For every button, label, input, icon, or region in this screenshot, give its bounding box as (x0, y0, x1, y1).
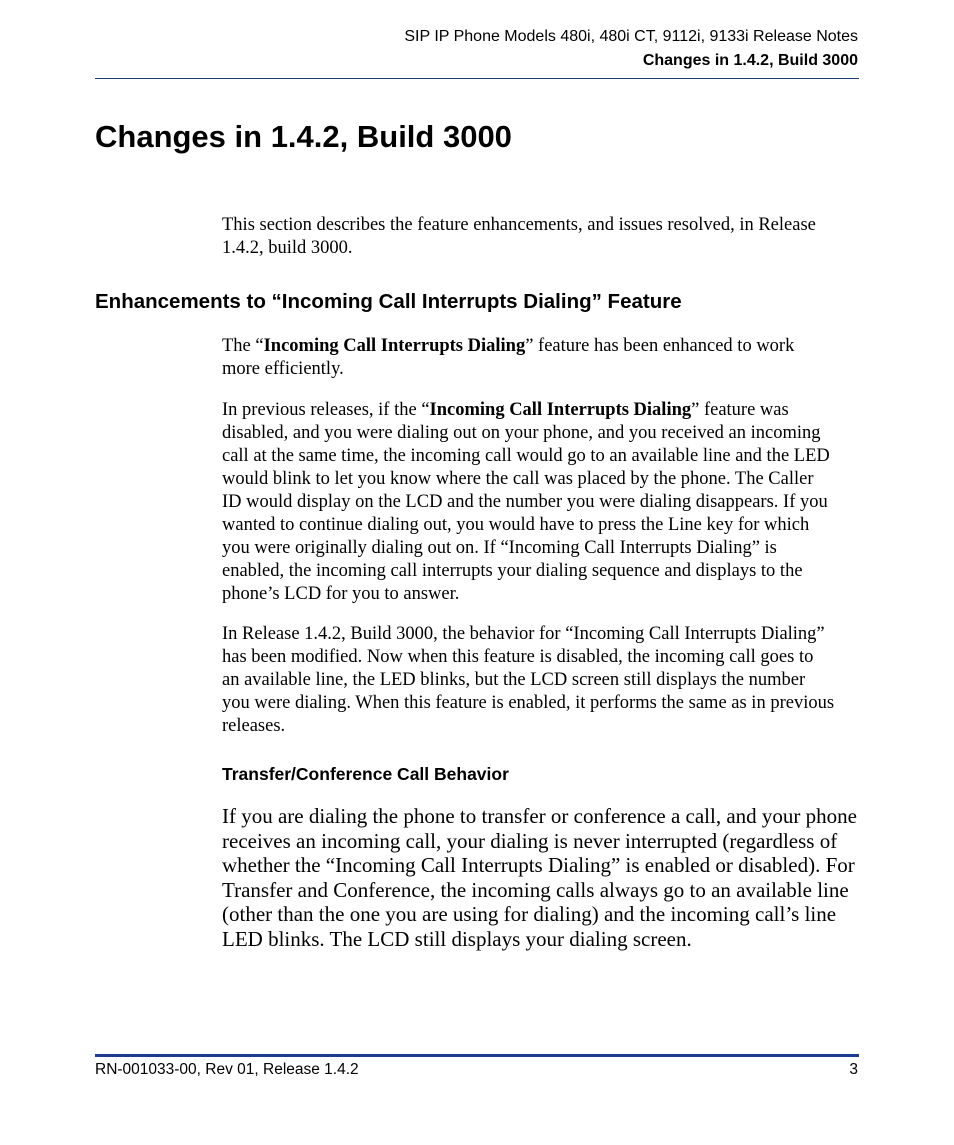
paragraph-line: you were originally dialing out on. If “Incoming Call Interrupts Dialing” is (222, 538, 777, 558)
paragraph-line: more efficiently. (222, 359, 344, 379)
subsection-heading: Transfer/Conference Call Behavior (222, 764, 509, 784)
page-title: Changes in 1.4.2, Build 3000 (95, 119, 512, 154)
paragraph-line: receives an incoming call, your dialing is never interrupted (regardless of (222, 828, 838, 853)
paragraph-line: ID would display on the LCD and the number you were dialing disappears. If you (222, 492, 828, 512)
intro-paragraph (222, 214, 862, 260)
paragraph-line: an available line, the LED blinks, but the LCD screen still displays the number (222, 670, 806, 690)
text-run: In previous releases, if the “ (222, 400, 430, 420)
page-number: 3 (849, 1061, 858, 1078)
section-heading: Enhancements to “Incoming Call Interrupts Dialing” Feature (95, 290, 682, 313)
paragraph-line: phone’s LCD for you to answer. (222, 584, 460, 604)
release-behavior-paragraph (222, 623, 862, 738)
running-header-section-title: Changes in 1.4.2, Build 3000 (642, 52, 858, 69)
text-run: The “ (222, 336, 264, 356)
paragraph-line: Transfer and Conference, the incoming calls always go to an available line (222, 877, 849, 902)
text-run: ” feature has been enhanced to work (525, 336, 795, 356)
paragraph-line: (other than the one you are using for dialing) and the incoming call’s line (222, 902, 837, 927)
paragraph-line (222, 399, 862, 422)
paragraph-line: LED blinks. The LCD still displays your dialing screen. (222, 926, 692, 951)
paragraph-line: In Release 1.4.2, Build 3000, the behavior for “Incoming Call Interrupts Dialing” (222, 624, 825, 644)
paragraph-line: you were dialing. When this feature is enabled, it performs the same as in previous (222, 693, 835, 713)
paragraph-line: wanted to continue dialing out, you would have to press the Line key for which (222, 515, 810, 535)
feature-name-bold: Incoming Call Interrupts Dialing (429, 400, 692, 420)
paragraph-line: would blink to let you know where the call was placed by the phone. The Caller (222, 469, 814, 489)
header-divider (95, 78, 859, 79)
intro-line: This section describes the feature enhancements, and issues resolved, in Release (222, 215, 816, 235)
paragraph-line: whether the “Incoming Call Interrupts Dialing” is enabled or disabled). For (222, 853, 855, 878)
paragraph-line (222, 335, 862, 358)
paragraph-line: disabled, and you were dialing out on your phone, and you received an incoming (222, 423, 821, 443)
paragraph-line: enabled, the incoming call interrupts your dialing sequence and displays to the (222, 561, 803, 581)
footer-doc-id: RN-001033-00, Rev 01, Release 1.4.2 (95, 1061, 359, 1078)
paragraph-line: has been modified. Now when this feature is disabled, the incoming call goes to (222, 647, 814, 667)
transfer-conference-paragraph (222, 804, 862, 952)
paragraph-line: call at the same time, the incoming call would go to an available line and the LED (222, 446, 830, 466)
text-run: ” feature was (691, 400, 789, 420)
running-header-doc-title: SIP IP Phone Models 480i, 480i CT, 9112i, 9133i Release Notes (404, 28, 858, 45)
intro-line: 1.4.2, build 3000. (222, 238, 353, 258)
paragraph-line: If you are dialing the phone to transfer or conference a call, and your phone (222, 804, 857, 828)
feature-name-bold: Incoming Call Interrupts Dialing (263, 336, 526, 356)
previous-releases-paragraph (222, 399, 862, 606)
footer-divider (95, 1054, 859, 1057)
feature-enhanced-paragraph (222, 335, 862, 381)
paragraph-line: releases. (222, 716, 286, 736)
